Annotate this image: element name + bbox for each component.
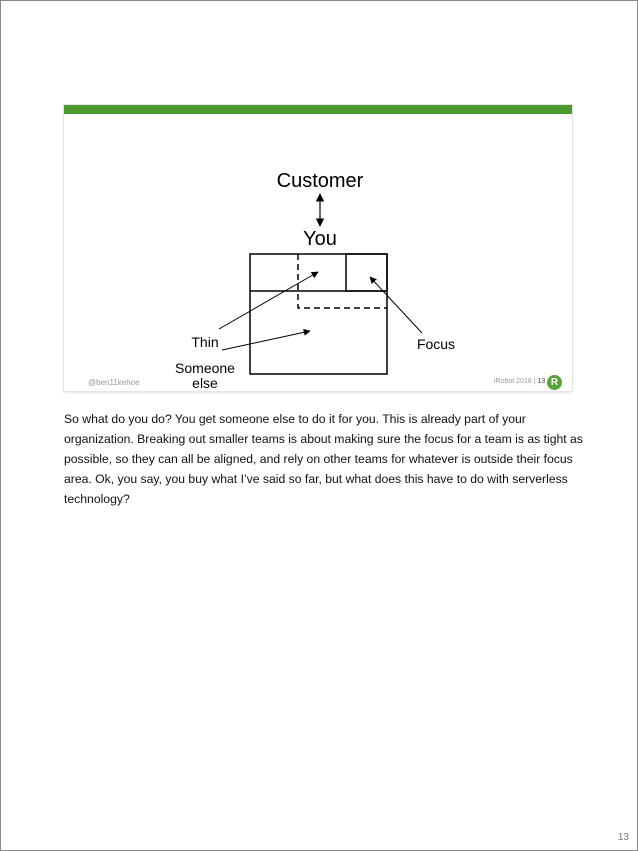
customer-label: Customer <box>276 170 364 192</box>
focus-label: Focus <box>416 336 456 352</box>
page-number: 13 <box>617 832 629 843</box>
diagram <box>64 105 572 391</box>
someone-else-pointer <box>222 331 310 350</box>
org-outer-box <box>250 254 387 374</box>
twitter-handle: @ben11kehoe <box>88 378 140 387</box>
someone-else-label-line1: Someone <box>175 360 235 376</box>
slide-footer-number: 13 <box>537 378 546 385</box>
thin-label: Thin <box>191 334 219 350</box>
someone-else-label-line2: else <box>192 375 218 391</box>
focus-box <box>346 254 387 291</box>
slide-footer <box>494 378 545 385</box>
you-label: You <box>303 228 337 250</box>
thin-pointer <box>219 272 318 329</box>
slide <box>64 105 572 391</box>
r-logo-icon: R <box>547 375 562 390</box>
focus-pointer <box>370 277 422 333</box>
speaker-notes: So what do you do? You get someone else to do it for you. This is already part of your organization. Breaking out smaller teams is about making sure the focus for a team is as tight as possible, so they can all be aligned, and rely on other teams for whatever is outside their focus area. Ok, you say, you buy what I’ve said so far, but what does this have to do with serverless technology? <box>64 412 583 506</box>
slide-footer-event: iRobot 2018 | <box>494 378 536 385</box>
